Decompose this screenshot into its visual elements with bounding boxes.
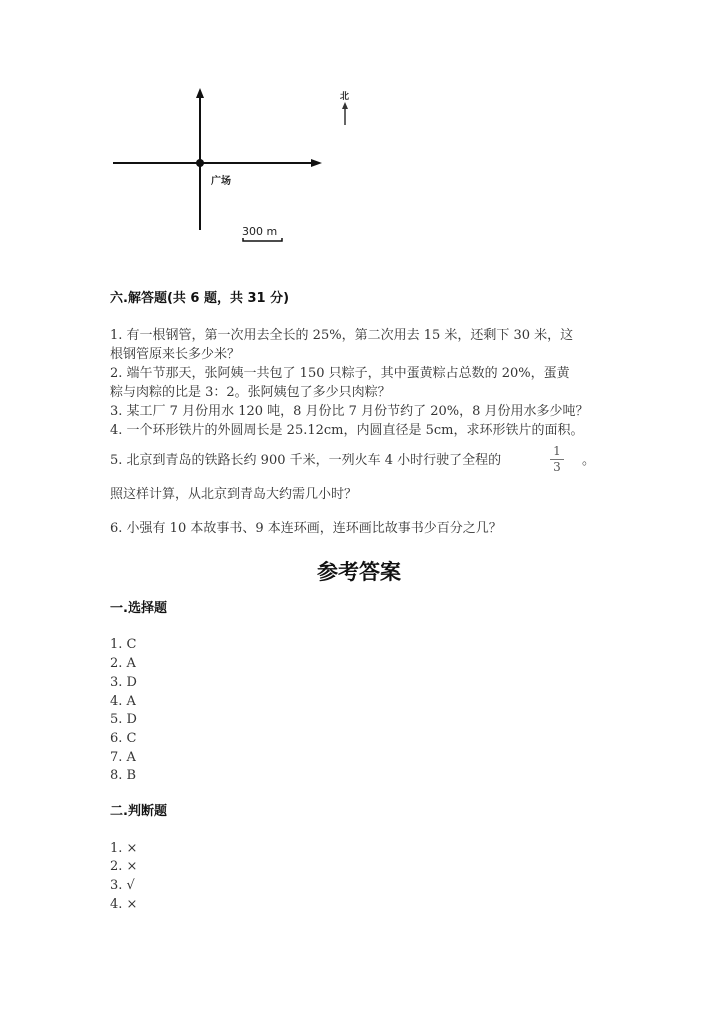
question-5-line-1: 5. 北京到青岛的铁路长约 900 千米，一列火车 4 小时行驶了全程的: [110, 453, 502, 468]
question-5-end-mark: 。: [582, 453, 596, 468]
question-3: 3. 某工厂 7 月份用水 120 吨，8 月份比 7 月份节约了 20%，8 月份用水多少吨？: [110, 404, 589, 419]
answer-item: 3. √: [110, 878, 135, 893]
question-2-line-1: 2. 端午节那天，张阿姨一共包了 150 只粽子，其中蛋黄粽占总数的 20%，蛋黄: [110, 366, 570, 381]
answer-item: 2. A: [110, 656, 136, 671]
cross-roads-diagram: [100, 80, 380, 250]
answer-item: 5. D: [110, 712, 137, 727]
scale-label: 300 m: [242, 225, 278, 238]
answer-item: 1. ×: [110, 841, 138, 856]
answer-item: 7. A: [110, 750, 136, 765]
answer-item: 6. C: [110, 731, 137, 746]
answer-item: 2. ×: [110, 859, 138, 874]
answers-title: 参考答案: [317, 560, 401, 584]
answer-item: 4. ×: [110, 897, 138, 912]
answer-item: 1. C: [110, 637, 137, 652]
fraction-one-third: [550, 445, 564, 474]
north-label: 北: [340, 92, 350, 102]
question-6: 6. 小强有 10 本故事书、9 本连环画，连环画比故事书少百分之几？: [110, 521, 502, 536]
question-2-line-2: 粽与肉粽的比是 3：2。张阿姨包了多少只肉粽？: [110, 385, 391, 400]
question-5-line-2: 照这样计算，从北京到青岛大约需几小时？: [110, 487, 358, 502]
answer-item: 3. D: [110, 675, 137, 690]
answers-section-1-heading: 一.选择题: [110, 601, 167, 616]
answers-section-2-heading: 二.判断题: [110, 804, 167, 819]
fraction-denominator: 3: [553, 460, 561, 474]
answer-item: 4. A: [110, 694, 136, 709]
question-4: 4. 一个环形铁片的外圆周长是 25.12cm，内圆直径是 5cm，求环形铁片的面积。: [110, 423, 584, 438]
question-1-line-1: 1. 有一根钢管，第一次用去全长的 25%，第二次用去 15 米，还剩下 30 米，这: [110, 328, 574, 343]
map-diagram: [100, 80, 380, 250]
plaza-label: 广场: [211, 176, 231, 187]
fraction-numerator: 1: [553, 444, 561, 458]
question-1-line-2: 根钢管原来长多少米？: [110, 347, 241, 362]
section-heading: 六.解答题(共 6 题，共 31 分): [110, 291, 290, 306]
answer-item: 8. B: [110, 768, 137, 783]
